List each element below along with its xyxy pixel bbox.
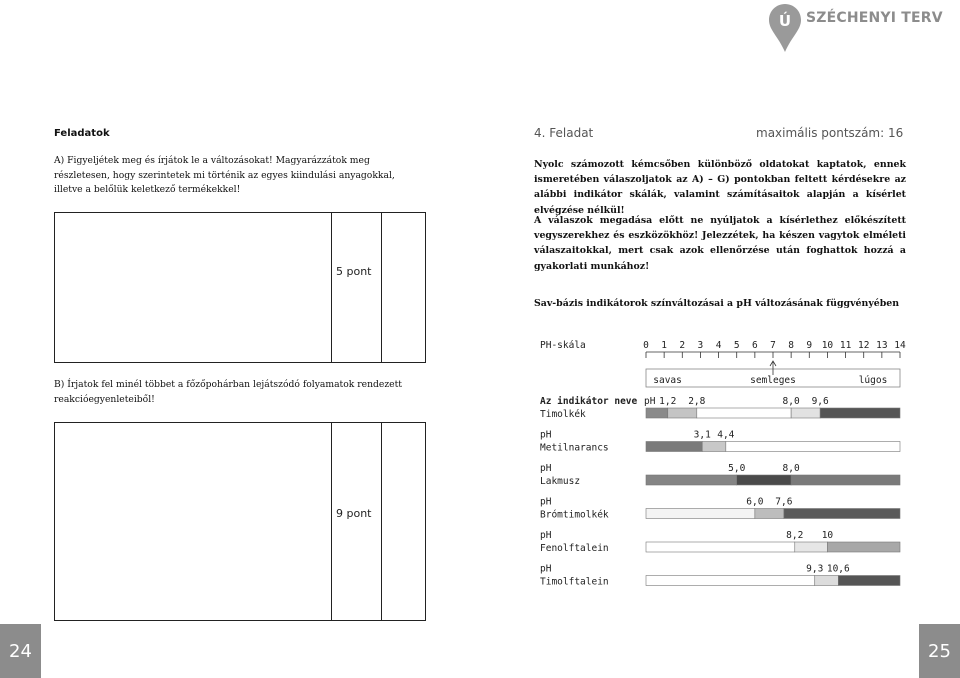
transition-label: 2,8 (688, 396, 706, 407)
color-segment (820, 408, 900, 418)
color-segment (815, 576, 839, 586)
scale-number: 2 (679, 340, 686, 351)
color-segment (697, 408, 791, 418)
indicator-row (540, 396, 900, 420)
indicator-name: Fenolftalein (540, 543, 609, 554)
transition-label: 8,2 (786, 530, 804, 541)
transition-label: 9,6 (811, 396, 829, 407)
color-segment (791, 475, 900, 485)
scale-number: 12 (857, 340, 870, 351)
indicator-row (540, 430, 900, 454)
color-segment (795, 542, 828, 552)
task-a-points: 5 pont (336, 265, 372, 278)
indicator-row (540, 497, 900, 521)
ph-label: pH (540, 563, 552, 575)
task-b-text: B) Írjatok fel minél többet a főzőpohárban lejátszódó folyamatok rendezett reakcióegyenleteiből! (54, 379, 402, 405)
scale-number: 5 (733, 340, 740, 351)
score-divider (381, 422, 382, 621)
color-segment (755, 509, 784, 519)
page-number-left: 24 (0, 624, 41, 678)
ph-label: pH (540, 429, 552, 441)
indicator-name: Metilnarancs (540, 442, 609, 454)
task-b-points: 9 pont (336, 507, 372, 520)
ph-label: pH (540, 530, 552, 541)
indicator-name: Brómtimolkék (540, 509, 609, 521)
region-acid: savas (653, 375, 682, 386)
color-segment (646, 408, 668, 418)
scale-number: 6 (751, 340, 758, 351)
color-segment (784, 509, 900, 519)
indicator-row (540, 564, 900, 588)
transition-label: 8,0 (782, 396, 800, 407)
page-heading: Feladatok (54, 128, 110, 139)
color-segment (702, 442, 726, 452)
ph-label: pH (644, 396, 656, 407)
color-segment (646, 509, 755, 519)
transition-label: 3,1 (693, 429, 711, 441)
task-warning: A válaszok megadása előtt ne nyúljatok a kísérlethez előkészített vegyszerekhez és eszközökhöz! Jelezzétek, ha készen vagytok elméleti válaszaitokkal, mert csak azok ellenőrzése után foghattok hozzá a gyakorlati munkához! (534, 215, 906, 272)
indicator-name: Timolftalein (540, 576, 609, 588)
indicator-row (540, 463, 900, 487)
scale-number: 0 (643, 340, 649, 351)
transition-label: 10,6 (826, 563, 850, 575)
scale-number: 14 (894, 340, 906, 351)
scale-number: 4 (715, 340, 722, 351)
color-segment (791, 408, 820, 418)
task-intro: Nyolc számozott kémcsőben különböző oldatokat kaptatok, ennek ismeretében válaszoljatok az A) – G) pontokban feltett kérdésekre az alábbi indikátor skálák, valamint számításaitok alapján a kísérlet elvégzése nélkül! (534, 159, 906, 216)
color-segment (646, 442, 702, 452)
scale-number: 1 (661, 340, 668, 351)
scale-number: 8 (788, 340, 795, 351)
transition-label: 5,0 (728, 463, 746, 474)
color-segment (646, 542, 795, 552)
scale-number: 7 (770, 340, 776, 351)
ph-label: pH (540, 496, 552, 508)
scale-number: 10 (821, 340, 834, 351)
transition-label: 8,0 (782, 463, 800, 474)
ph-label: pH (540, 463, 552, 474)
transition-label: 10 (821, 530, 834, 541)
color-segment (737, 475, 791, 485)
chart-subtitle: Sav-bázis indikátorok színváltozásai a pH változásának függvényében (534, 298, 900, 309)
transition-label: 1,2 (659, 396, 677, 407)
color-segment (827, 542, 900, 552)
score-divider (381, 212, 382, 363)
color-segment (668, 408, 697, 418)
ph-indicator-chart (530, 335, 910, 595)
logo-letter: Ú (778, 12, 792, 30)
indicator-header: Az indikátor neve (540, 396, 638, 407)
indicator-row (540, 530, 900, 554)
region-base: lúgos (858, 375, 888, 386)
transition-label: 4,4 (717, 429, 735, 441)
region-neutral: semleges (750, 375, 796, 386)
answer-box-a[interactable] (54, 212, 426, 363)
color-segment (646, 475, 737, 485)
color-segment (646, 576, 815, 586)
scale-number: 13 (876, 340, 888, 351)
points-divider (331, 422, 332, 621)
ph-scale (540, 340, 906, 387)
indicator-rows (540, 396, 900, 588)
color-segment (726, 442, 900, 452)
indicator-name: Timolkék (540, 409, 586, 420)
transition-label: 9,3 (806, 563, 824, 575)
task-a-text: A) Figyeljétek meg és írjátok le a változásokat! Magyarázzátok meg részletesen, hogy szerintetek mi történik az egyes kiindulási anyagokkal, illetve a belőlük keletkező termékekkel! (54, 155, 395, 195)
answer-box-b[interactable] (54, 422, 426, 621)
color-segment (838, 576, 900, 586)
page-number-right: 25 (919, 624, 960, 678)
scale-number: 11 (839, 340, 852, 351)
indicator-name: Lakmusz (540, 476, 581, 487)
task-title: 4. Feladat (534, 126, 594, 140)
scale-number: 3 (697, 340, 704, 351)
scale-label: PH-skála (540, 340, 586, 351)
scale-number: 9 (806, 340, 813, 351)
logo-text: SZÉCHENYI TERV (806, 10, 943, 26)
transition-label: 7,6 (775, 496, 793, 508)
points-divider (331, 212, 332, 363)
max-points: maximális pontszám: 16 (756, 126, 904, 140)
transition-label: 6,0 (746, 496, 764, 508)
